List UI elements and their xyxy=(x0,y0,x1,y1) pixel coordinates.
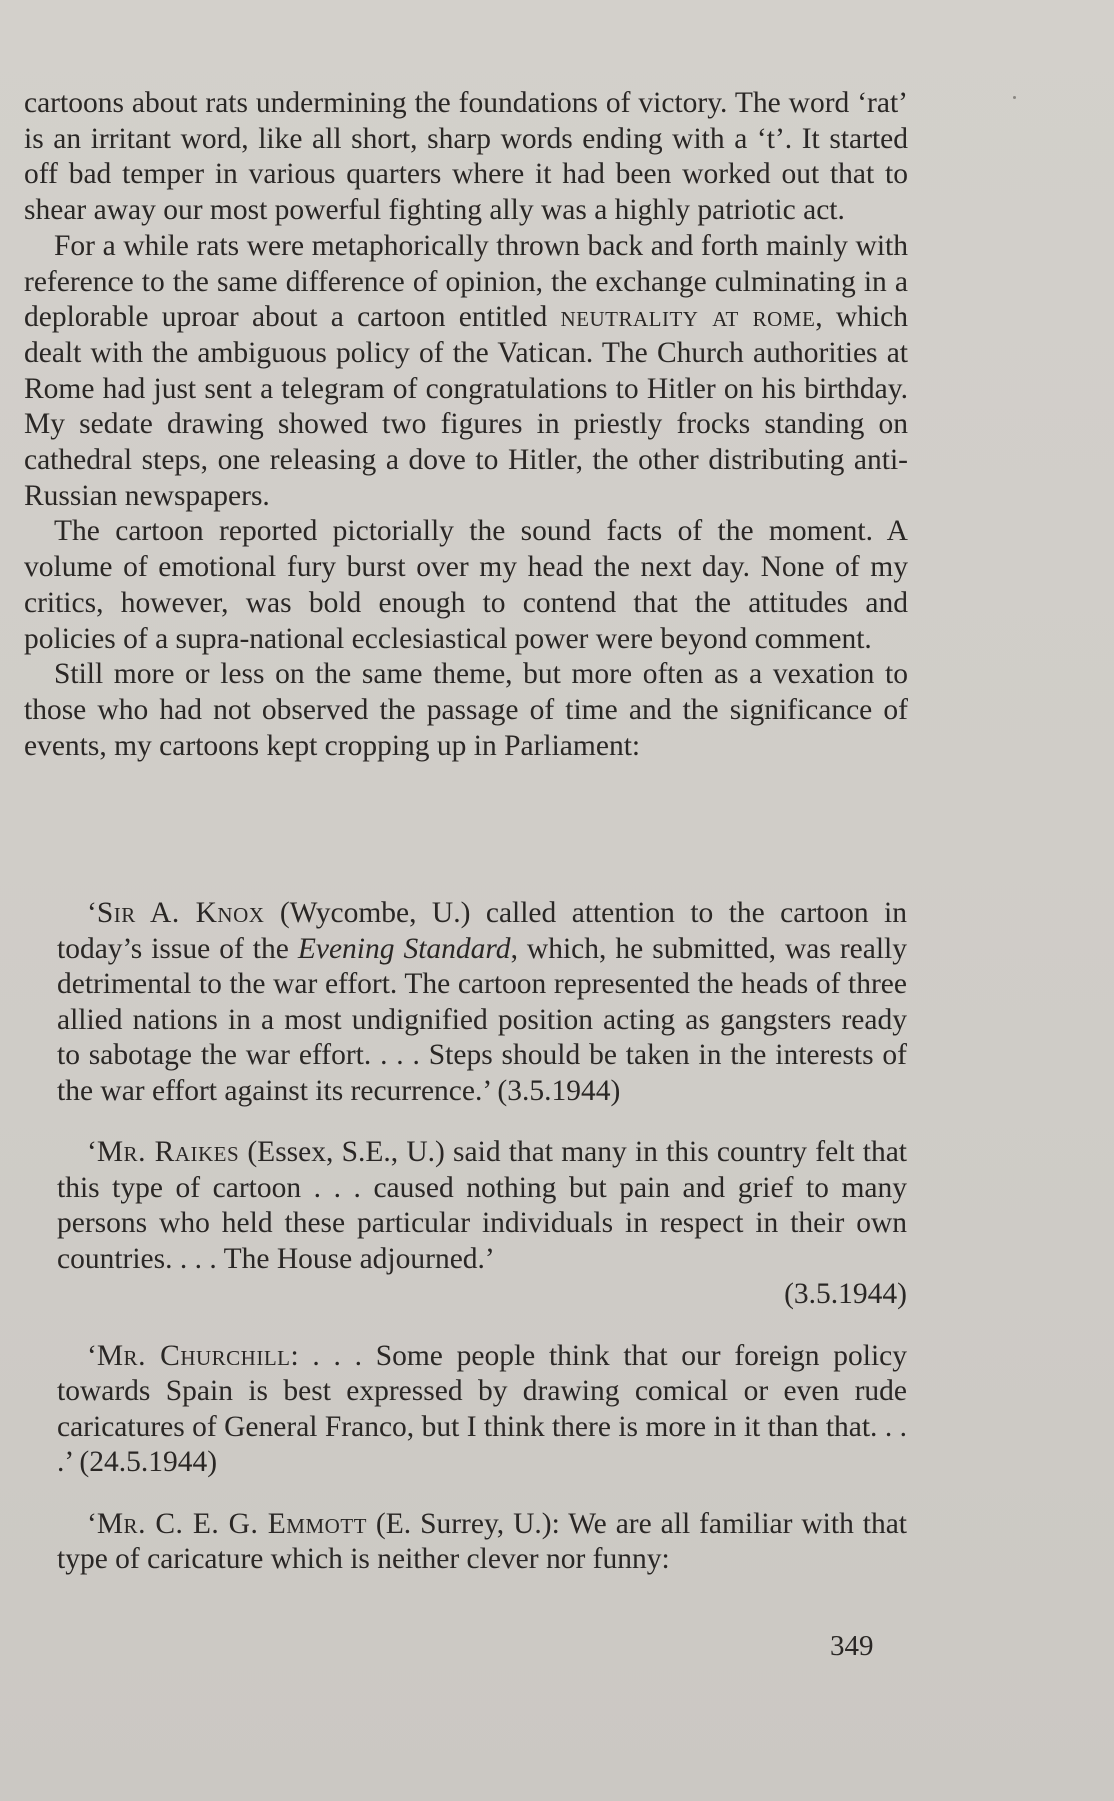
body-text xyxy=(24,86,908,764)
quote-date: (3.5.1944) xyxy=(784,1278,907,1310)
paragraph-1: cartoons about rats undermining the foundations of victory. The word ‘rat’ is an irritant word, like all short, sharp words ending with a ‘t’. It started off bad temper in various quarters where it had been worked out that to shear away our most powerful fighting ally was a highly patriotic act. xyxy=(24,87,908,227)
quote-speaker: Sir A. Knox xyxy=(96,897,265,929)
paragraph-2: For a while rats were metaphorically thrown back and forth mainly with reference to the same difference of opinion, the exchange culminating in a deplorable uproar about a cartoon entitled neutrality at rome, which dealt with the ambiguous policy of the Vatican. The Church authorities at Rome had just sent a telegram of congratulations to Hitler on his birthday. My sedate drawing showed two figures in priestly frocks standing on cathedral steps, one releasing a dove to Hitler, the other distributing anti-Russian newspapers. xyxy=(24,229,909,512)
paragraph-4: Still more or less on the same theme, but more often as a vexation to those who had not observed the passage of time and the significance of events, my cartoons kept cropping up in Parliament: xyxy=(24,658,908,762)
cartoon-title: neutrality at rome xyxy=(560,301,816,334)
paragraph-3: The cartoon reported pictorially the sound facts of the moment. A volume of emotional fury burst over my head the next day. None of my critics, however, was bold enough to contend that the attitudes and policies of a supra-national ecclesiastical power were beyond comment. xyxy=(24,515,908,655)
quote-speaker: Mr. Churchill xyxy=(96,1339,291,1372)
page-number: 349 xyxy=(830,1630,874,1662)
quote-speaker: Mr. C. E. G. Emmott xyxy=(96,1507,367,1540)
quote-knox: ‘Sir A. Knox (Wycombe, U.) called attention to the cartoon in today’s issue of the Evening Standard, which, he submitted, was really detrimental to the war effort. The cartoon represented the heads of three allied nations in a most undignified position acting as gangsters ready to sabotage the war effort. . . . Steps should be taken in the interests of the war effort against its recurrence.’ (3.5.1944) xyxy=(57,897,907,1107)
quote-emmott: ‘Mr. C. E. G. Emmott (E. Surrey, U.): We are all familiar with that type of caricature which is neither clever nor funny: xyxy=(57,1507,907,1575)
ink-speck xyxy=(1013,96,1016,99)
newspaper-title: Evening Standard xyxy=(297,932,511,965)
quote-raikes: ‘Mr. Raikes (Essex, S.E., U.) said that many in this country felt that this type of cartoon . . . caused nothing but pain and grief to many persons who held these particular individuals in respect in their own countries. . . . The House adjourned.’ (3.5.1944) xyxy=(57,1135,907,1313)
parliament-quotes xyxy=(57,896,907,1604)
quote-churchill: ‘Mr. Churchill: . . . Some people think that our foreign policy towards Spain is best expressed by drawing comical or even rude caricatures of General Franco, but I think there is more in it than that. . . .’ (24.5.1944) xyxy=(57,1339,907,1478)
quote-speaker: Mr. Raikes xyxy=(96,1136,240,1168)
